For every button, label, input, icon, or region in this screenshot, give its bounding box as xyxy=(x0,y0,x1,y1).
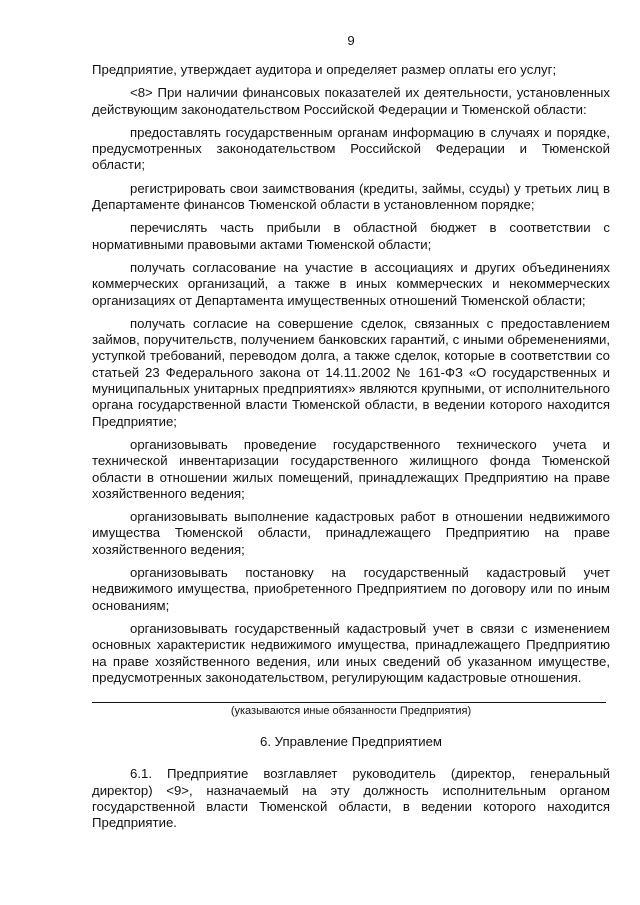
paragraph-continuation: Предприятие, утверждает аудитора и определяет размер оплаты его услуг; xyxy=(92,62,557,77)
paragraph-register-borrowings: регистрировать свои заимствования (кредиты, займы, ссуды) у третьих лиц в Департаменте финансов Тюменской области в установленном порядке; xyxy=(92,180,610,213)
paragraph-transfer-profit: перечислять часть прибыли в областной бюджет в соответствии с нормативными правовыми актами Тюменской области; xyxy=(92,220,610,252)
fill-in-line xyxy=(92,702,606,703)
paragraph-cadastral-changes: организовывать государственный кадастровый учет в связи с изменением основных характеристик недвижимого имущества, принадлежащего Предприятию на праве хозяйственного ведения, или иных сведений об указанном имуществе, предусмотренных законодательством, регулирующим кадастровые отношения. xyxy=(92,620,610,685)
paragraph-technical-accounting: организовывать проведение государственного технического учета и технической инвентаризации государственного жилищного фонда Тюменской области в отношении жилых помещений, принадлежащих Предприятию на праве хозяйственного ведения; xyxy=(92,436,610,501)
paragraph-associations-approval: получать согласование на участие в ассоциациях и других объединениях коммерческих организаций, а также в иных коммерческих и некоммерческих организациях от Департамента имущественных отношений Тюменской области; xyxy=(92,259,610,308)
page-number: 9 xyxy=(347,33,355,48)
paragraph-transactions-consent: получать согласие на совершение сделок, связанных с предоставлением займов, поручительств, получением банковских гарантий, с иными обременениями, уступкой требований, переводом долга, а также сделок, которые в соответствии со статьей 23 Федерального закона от 14.11.2002 № 161-ФЗ «О государственных и муниципальных унитарных предприятиях» являются крупными, от исполнительного органа государственной власти Тюменской области, в ведении которого находится Предприятие; xyxy=(92,315,610,429)
paragraph-provide-information: предоставлять государственным органам информацию в случаях и порядке, предусмотренных законодательством Российской Федерации и Тюменской области; xyxy=(92,124,610,173)
paragraph-financial-indicators: <8> При наличии финансовых показателей их деятельности, установленных действующим законодательством Российской Федерации и Тюменской области: xyxy=(92,85,610,117)
paragraph-cadastral-registration: организовывать постановку на государственный кадастровый учет недвижимого имущества, приобретенного Предприятием по договору или по иным основаниям; xyxy=(92,565,610,613)
paragraph-6-1: 6.1. Предприятие возглавляет руководитель (директор, генеральный директор) <9>, назначаемый на эту должность исполнительным органом государственной власти Тюменской области, в ведении которого находится Предприятие. xyxy=(92,766,610,831)
paragraph-cadastral-works: организовывать выполнение кадастровых работ в отношении недвижимого имущества Тюменской области, принадлежащего Предприятию на праве хозяйственного ведения; xyxy=(92,509,610,557)
fill-in-line-caption: (указываются иные обязанности Предприятия) xyxy=(230,705,472,718)
section-heading: 6. Управление Предприятием xyxy=(260,734,442,750)
